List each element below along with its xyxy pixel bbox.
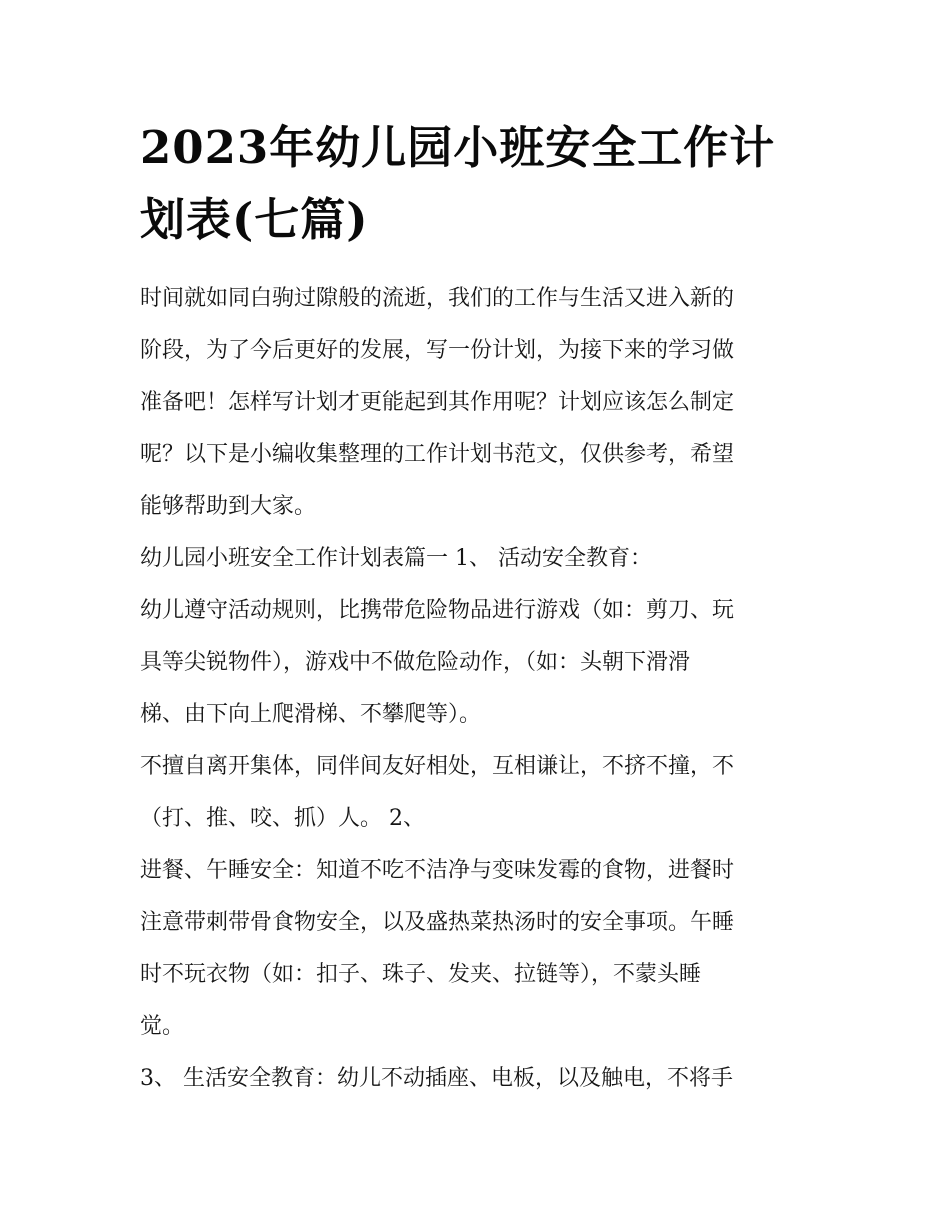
text-line-12: 进餐、午睡安全：知道不吃不洁净与变味发霉的食物，进餐时 [140, 858, 735, 883]
text-line-1: 时间就如同白驹过隙般的流逝，我们的工作与生活又进入新的 [140, 286, 735, 311]
text-line-8: 具等尖锐物件），游戏中不做危险动作，（如：头朝下滑滑 [140, 650, 691, 675]
text-line-2: 阶段，为了今后更好的发展，写一份计划，为接下来的学习做 [140, 338, 735, 363]
text-line-15: 觉。 [140, 1014, 185, 1039]
text-line-10: 不擅自离开集体，同伴间友好相处，互相谦让，不挤不撞，不 [140, 754, 735, 779]
title-line-1: 2023年幼儿园小班安全工作计 [140, 121, 776, 174]
body-text [140, 273, 830, 1105]
text-line-13: 注意带刺带骨食物安全，以及盛热菜热汤时的安全事项。午睡 [140, 910, 735, 935]
text-line-6: 幼儿园小班安全工作计划表篇一 1、 活动安全教育： [140, 546, 652, 571]
text-line-7: 幼儿遵守活动规则，比携带危险物品进行游戏（如：剪刀、玩 [140, 598, 735, 623]
text-line-16: 3、 生活安全教育：幼儿不动插座、电板，以及触电，不将手 [140, 1066, 733, 1091]
page-title [140, 112, 820, 256]
text-line-4: 呢？以下是小编收集整理的工作计划书范文，仅供参考，希望 [140, 442, 735, 467]
text-line-14: 时不玩衣物（如：扣子、珠子、发夹、拉链等），不蒙头睡 [140, 962, 702, 987]
text-line-9: 梯、由下向上爬滑梯、不攀爬等）。 [140, 702, 482, 727]
title-line-2: 划表(七篇) [140, 193, 369, 246]
text-line-5: 能够帮助到大家。 [140, 494, 317, 519]
text-line-3: 准备吧！怎样写计划才更能起到其作用呢？计划应该怎么制定 [140, 390, 735, 415]
text-line-11: （打、推、咬、抓）人。 2、 [140, 806, 425, 831]
